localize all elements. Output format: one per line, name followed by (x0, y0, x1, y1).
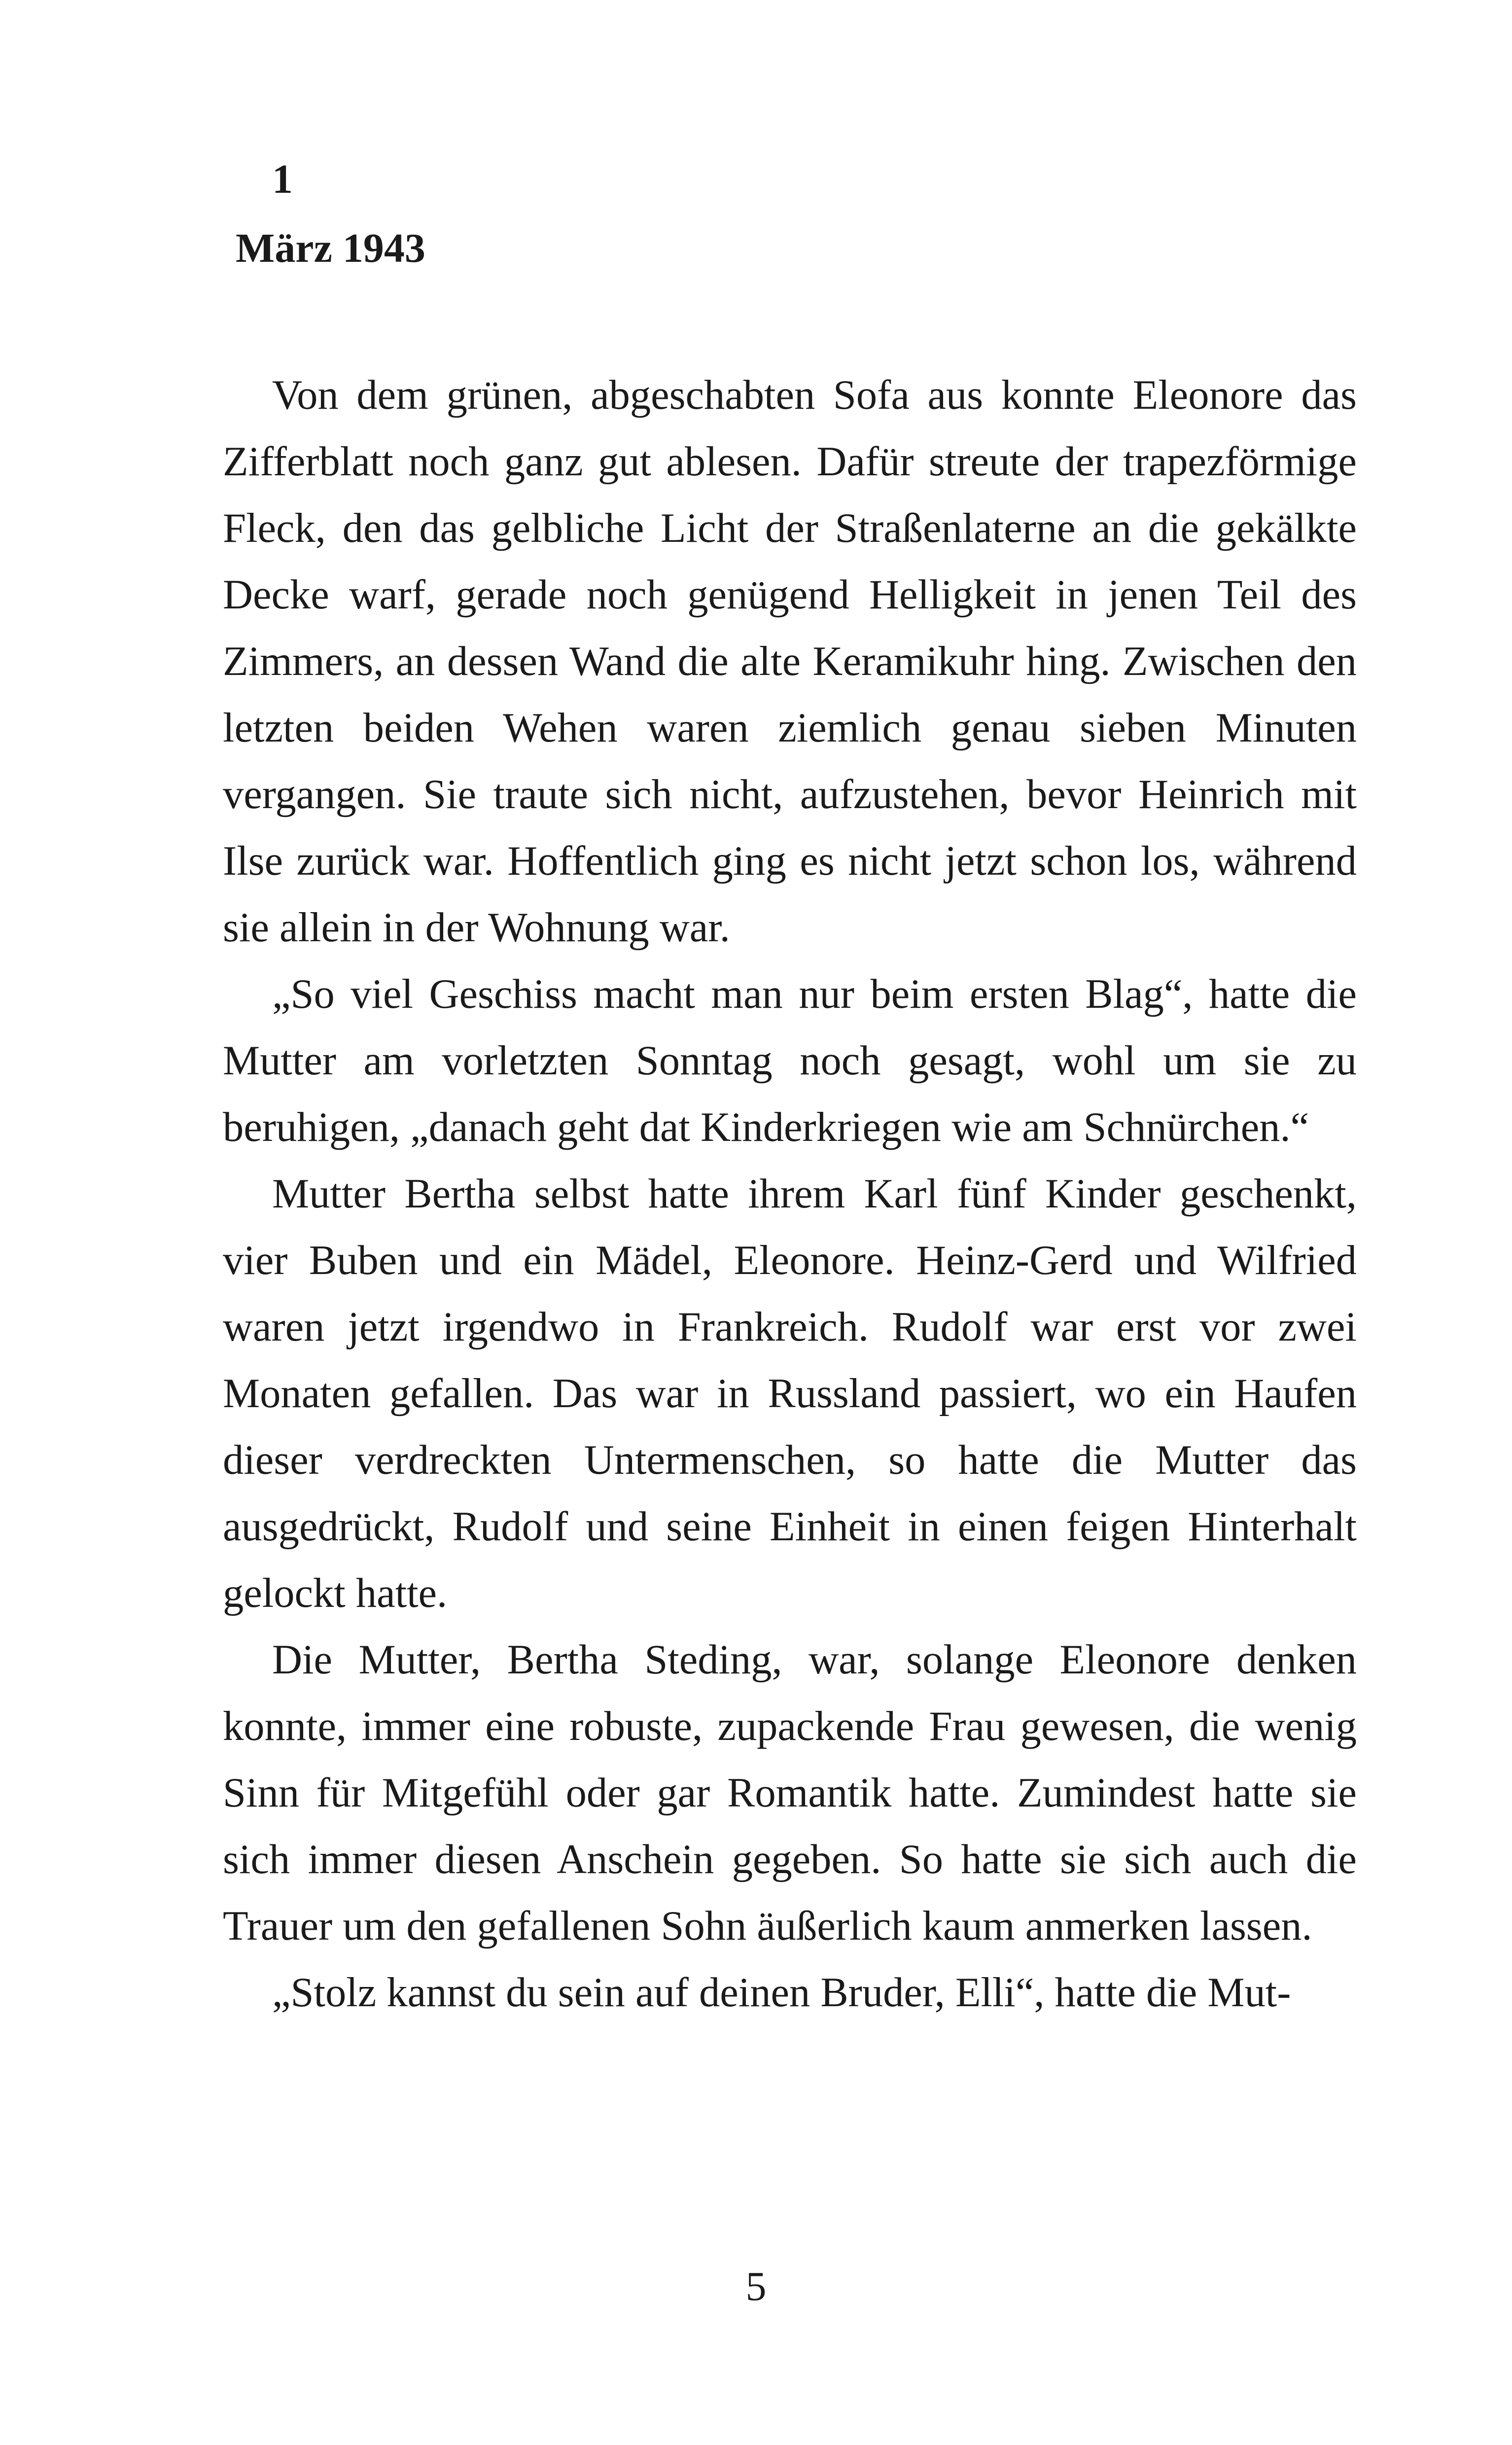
paragraph: „So viel Geschiss macht man nur beim ersten Blag“, hatte die Mutter am vorletzten Sonntag noch gesagt, wohl um sie zu beruhigen, „danach geht dat Kinderkriegen wie am Schnürchen.“ (223, 971, 1357, 1150)
chapter-body (223, 362, 1357, 2026)
paragraph: Von dem grünen, abgeschabten Sofa aus konnte Eleonore das Zifferblatt noch ganz gut ablesen. Dafür streute der trapezförmige Fleck, den das gelbliche Licht der Straßenlaterne an die gekälkte Decke warf, gerade noch genügend Helligkeit in jenen Teil des Zimmers, an dessen Wand die alte Keramikuhr hing. Zwischen den letzten beiden Wehen waren ziemlich genau sieben Minuten vergangen. Sie traute sich nicht, aufzustehen, bevor Heinrich mit Ilse zurück war. Hoffentlich ging es nicht jetzt schon los, während sie allein in der Wohnung war. (223, 372, 1357, 951)
paragraph-continued: „Stolz kannst du sein auf deinen Bruder, Elli“, hatte die Mut- (272, 1970, 1291, 2016)
page-number: 5 (745, 2264, 767, 2309)
paragraph: Die Mutter, Bertha Steding, war, solange Eleonore denken konnte, immer eine robuste, zupackende Frau gewesen, die wenig Sinn für Mitgefühl oder gar Romantik hatte. Zumindest hatte sie sich immer diesen Anschein gegeben. So hatte sie sich auch die Trauer um den gefallenen Sohn äußerlich kaum anmerken lassen. (223, 1637, 1357, 1949)
chapter-number: 1 (272, 156, 293, 202)
chapter-title: März 1943 (236, 225, 425, 271)
paragraph: Mutter Bertha selbst hatte ihrem Karl fünf Kinder geschenkt, vier Buben und ein Mädel, Eleonore. Heinz-Gerd und Wilfried waren jetzt irgendwo in Frankreich. Rudolf war erst vor zwei Monaten gefallen. Das war in Russland passiert, wo ein Haufen dieser verdreckten Untermenschen, so hatte die Mutter das ausgedrückt, Rudolf und seine Einheit in einen feigen Hinterhalt gelockt hatte. (223, 1171, 1357, 1616)
